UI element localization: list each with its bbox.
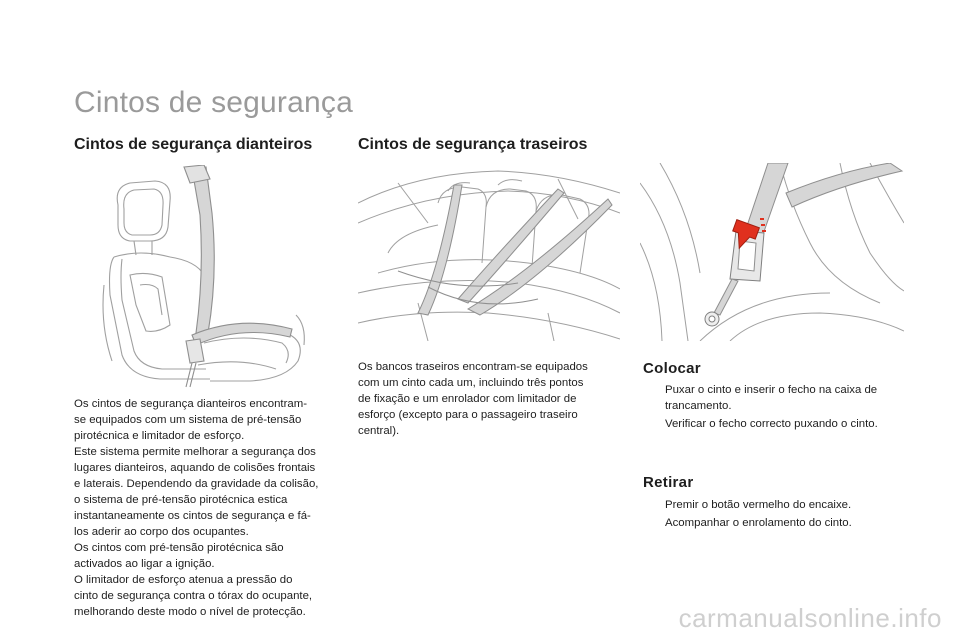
step-text-cont: trancamento. bbox=[665, 400, 732, 412]
text-line: esforço (excepto para o passageiro traseiro bbox=[358, 409, 578, 421]
text-line: Os cintos com pré-tensão pirotécnica são bbox=[74, 542, 284, 554]
rear-belts-heading: Cintos de segurança traseiros bbox=[358, 136, 588, 153]
text-line: melhorando deste modo o nível de protecção. bbox=[74, 606, 306, 618]
text-line: pirotécnica e limitador de esforço. bbox=[74, 430, 245, 442]
list-item bbox=[643, 497, 943, 513]
step-text: Verificar o fecho correcto puxando o cinto. bbox=[665, 418, 878, 430]
text-line: instantaneamente os cintos de segurança e fá- bbox=[74, 510, 311, 522]
text-line: Os cintos de segurança dianteiros encontram- bbox=[74, 398, 307, 410]
text-line: O limitador de esforço atenua a pressão do bbox=[74, 574, 293, 586]
rear-seat-belts-illustration bbox=[358, 163, 620, 341]
text-line: central). bbox=[358, 425, 400, 437]
text-line: o sistema de pré-tensão pirotécnica estica bbox=[74, 494, 288, 506]
watermark: carmanualsonline.info bbox=[678, 603, 942, 633]
text-line: Os bancos traseiros encontram-se equipados bbox=[358, 361, 588, 373]
colocar-heading: Colocar bbox=[643, 360, 701, 377]
buckle-release-illustration bbox=[640, 163, 904, 341]
text-line: los aderir ao corpo dos ocupantes. bbox=[74, 526, 249, 538]
step-text: Premir o botão vermelho do encaixe. bbox=[665, 499, 852, 511]
list-item bbox=[643, 416, 943, 432]
text-line: activados ao ligar a ignição. bbox=[74, 558, 215, 570]
list-item bbox=[643, 515, 943, 531]
text-line: cinto de segurança contra o tórax do ocupante, bbox=[74, 590, 313, 602]
text-line: lugares dianteiros, aquando de colisões frontais bbox=[74, 462, 316, 474]
text-line: de fixação e um enrolador com limitador de bbox=[358, 393, 577, 405]
step-text: Puxar o cinto e inserir o fecho na caixa de bbox=[665, 384, 878, 396]
front-belts-heading: Cintos de segurança dianteiros bbox=[74, 136, 313, 153]
retirar-steps bbox=[643, 497, 943, 533]
text-line: se equipados com um sistema de pré-tensão bbox=[74, 414, 302, 426]
page-title: Cintos de segurança bbox=[74, 86, 353, 119]
front-seat-belt-illustration bbox=[100, 165, 310, 390]
list-item bbox=[643, 382, 943, 414]
retirar-heading: Retirar bbox=[643, 474, 694, 491]
text-line: Este sistema permite melhorar a segurança dos bbox=[74, 446, 316, 458]
text-line: com um cinto cada um, incluindo três pontos bbox=[358, 377, 584, 389]
step-text: Acompanhar o enrolamento do cinto. bbox=[665, 517, 852, 529]
front-belts-text bbox=[74, 396, 318, 620]
colocar-steps bbox=[643, 382, 943, 434]
text-line: e laterais. Dependendo da gravidade da colisão, bbox=[74, 478, 319, 490]
rear-belts-text bbox=[358, 359, 588, 439]
